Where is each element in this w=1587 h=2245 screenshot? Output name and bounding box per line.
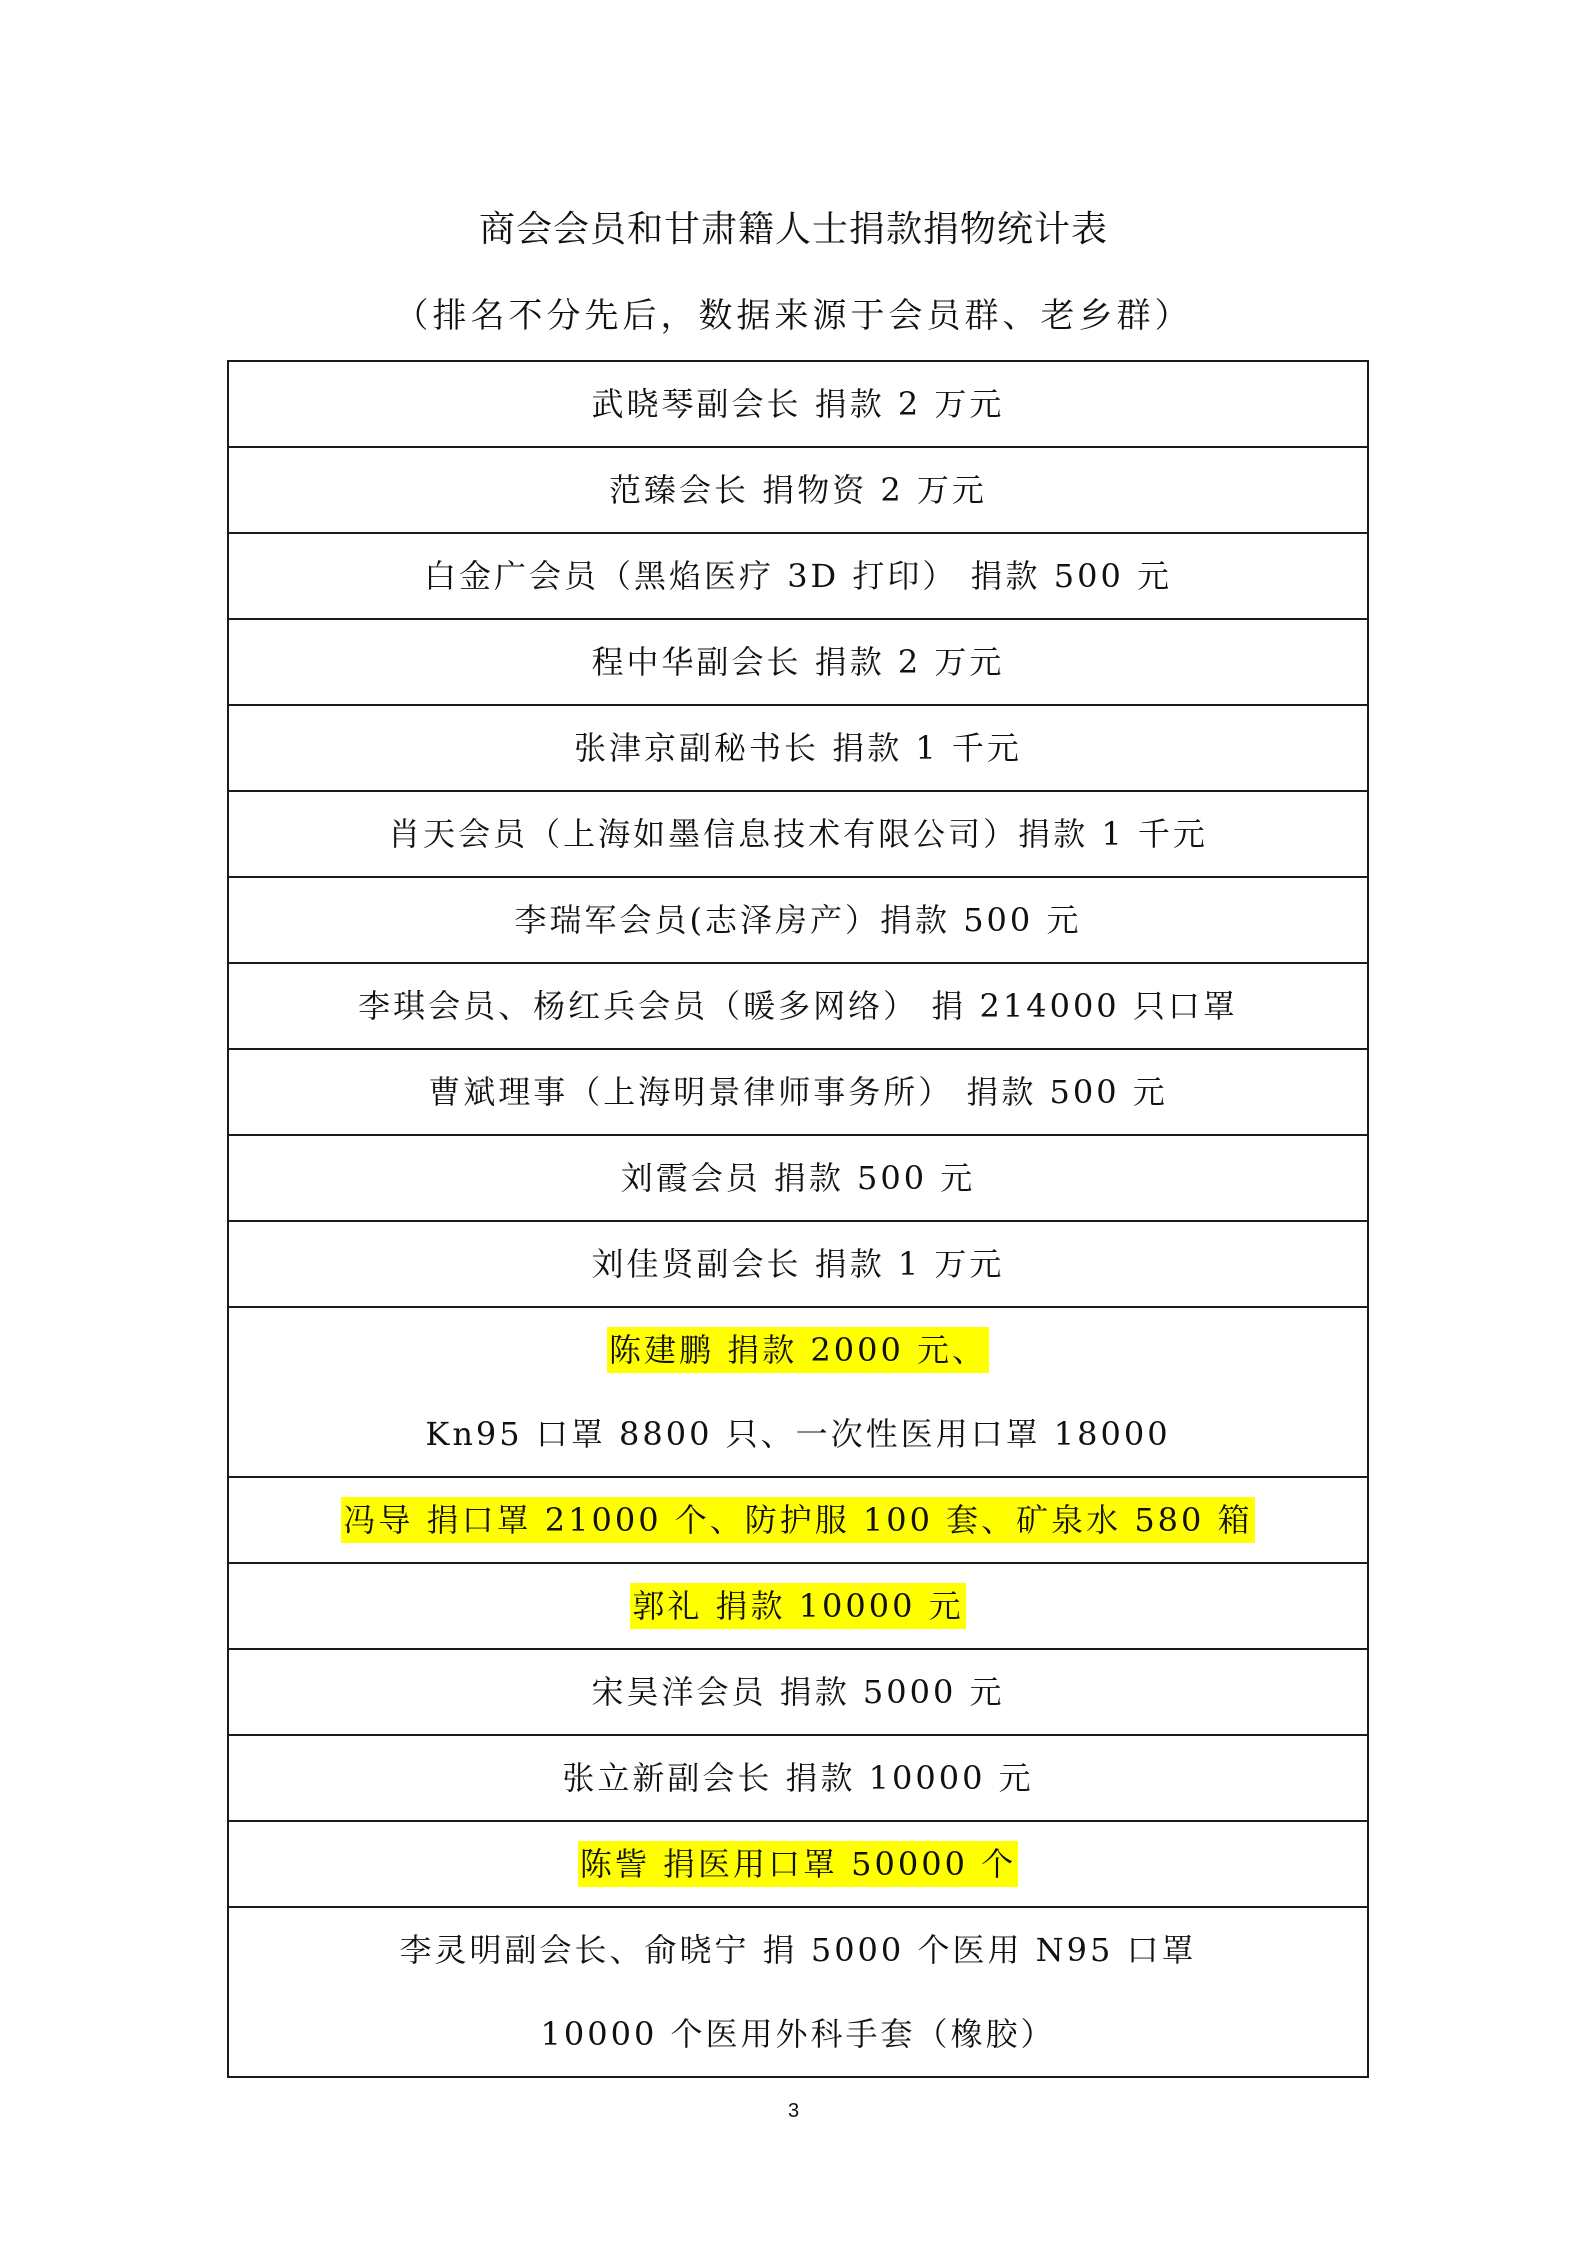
highlighted-donation-text: 陈建鹏 捐款 2000 元、 [607, 1327, 989, 1373]
donation-line [229, 1478, 1367, 1562]
donation-line [229, 1908, 1367, 1992]
donation-cell [228, 1735, 1368, 1821]
donation-table [227, 360, 1369, 2078]
donation-text: 程中华副会长 捐款 2 万元 [591, 643, 1005, 681]
donation-cell [228, 619, 1368, 705]
donation-cell [228, 705, 1368, 791]
donation-line [229, 792, 1367, 876]
table-row [228, 361, 1368, 447]
donation-cell [228, 1049, 1368, 1135]
table-row [228, 1477, 1368, 1563]
donation-cell [228, 1307, 1368, 1477]
donation-line [229, 620, 1367, 704]
donation-line [229, 1136, 1367, 1220]
donation-line [229, 1222, 1367, 1306]
table-row [228, 1221, 1368, 1307]
donation-text: 范臻会长 捐物资 2 万元 [609, 471, 987, 509]
donation-line [229, 706, 1367, 790]
donation-text: 张立新副会长 捐款 10000 元 [562, 1759, 1034, 1797]
donation-line [229, 1392, 1367, 1476]
donation-text: 武晓琴副会长 捐款 2 万元 [591, 385, 1005, 423]
donation-cell [228, 791, 1368, 877]
table-row [228, 1907, 1368, 2077]
donation-text: 刘佳贤副会长 捐款 1 万元 [591, 1245, 1005, 1283]
table-row [228, 533, 1368, 619]
donation-cell [228, 533, 1368, 619]
donation-line [229, 878, 1367, 962]
donation-cell [228, 1221, 1368, 1307]
donation-line [229, 1564, 1367, 1648]
table-row [228, 963, 1368, 1049]
table-row [228, 705, 1368, 791]
donation-line [229, 1736, 1367, 1820]
donation-text: 宋昊洋会员 捐款 5000 元 [591, 1673, 1005, 1711]
donation-text: 白金广会员（黑焰医疗 3D 打印） 捐款 500 元 [424, 557, 1172, 595]
donation-text: 肖天会员（上海如墨信息技术有限公司）捐款 1 千元 [388, 815, 1208, 853]
highlighted-donation-text: 郭礼 捐款 10000 元 [630, 1583, 965, 1629]
donation-text: 刘霞会员 捐款 500 元 [620, 1159, 976, 1197]
donation-line [229, 1992, 1367, 2076]
table-row [228, 1563, 1368, 1649]
donation-text: 李灵明副会长、俞晓宁 捐 5000 个医用 N95 口罩 [399, 1931, 1197, 1969]
table-row [228, 1821, 1368, 1907]
table-row [228, 1135, 1368, 1221]
donation-line [229, 1308, 1367, 1392]
donation-cell [228, 1135, 1368, 1221]
donation-text: 李瑞军会员(志泽房产）捐款 500 元 [514, 901, 1082, 939]
donation-table-body [228, 361, 1368, 2077]
donation-cell [228, 1563, 1368, 1649]
donation-cell [228, 1907, 1368, 2077]
donation-cell [228, 1477, 1368, 1563]
table-row [228, 1649, 1368, 1735]
donation-line [229, 362, 1367, 446]
donation-text: 张津京副秘书长 捐款 1 千元 [574, 729, 1022, 767]
donation-cell [228, 1649, 1368, 1735]
donation-cell [228, 447, 1368, 533]
donation-cell [228, 877, 1368, 963]
page-number: 3 [787, 2100, 800, 2122]
table-row [228, 1307, 1368, 1477]
donation-line [229, 534, 1367, 618]
table-row [228, 1049, 1368, 1135]
donation-cell [228, 963, 1368, 1049]
page-subtitle: （排名不分先后，数据来源于会员群、老乡群） [394, 296, 1193, 336]
table-row [228, 1735, 1368, 1821]
table-row [228, 447, 1368, 533]
donation-cell [228, 361, 1368, 447]
donation-line [229, 1650, 1367, 1734]
donation-text: 李琪会员、杨红兵会员（暖多网络） 捐 214000 只口罩 [358, 987, 1238, 1025]
donation-line [229, 1050, 1367, 1134]
table-row [228, 619, 1368, 705]
donation-line [229, 448, 1367, 532]
highlighted-donation-text: 陈訾 捐医用口罩 50000 个 [578, 1841, 1018, 1887]
donation-line [229, 964, 1367, 1048]
table-row [228, 791, 1368, 877]
donation-line [229, 1822, 1367, 1906]
donation-cell [228, 1821, 1368, 1907]
donation-text: 曹斌理事（上海明景律师事务所） 捐款 500 元 [428, 1073, 1168, 1111]
donation-text: Kn95 口罩 8800 只、一次性医用口罩 18000 [425, 1415, 1171, 1453]
table-row [228, 877, 1368, 963]
donation-text: 10000 个医用外科手套（橡胶） [540, 2015, 1056, 2053]
highlighted-donation-text: 冯导 捐口罩 21000 个、防护服 100 套、矿泉水 580 箱 [341, 1497, 1254, 1543]
page-title: 商会会员和甘肃籍人士捐款捐物统计表 [478, 209, 1108, 250]
